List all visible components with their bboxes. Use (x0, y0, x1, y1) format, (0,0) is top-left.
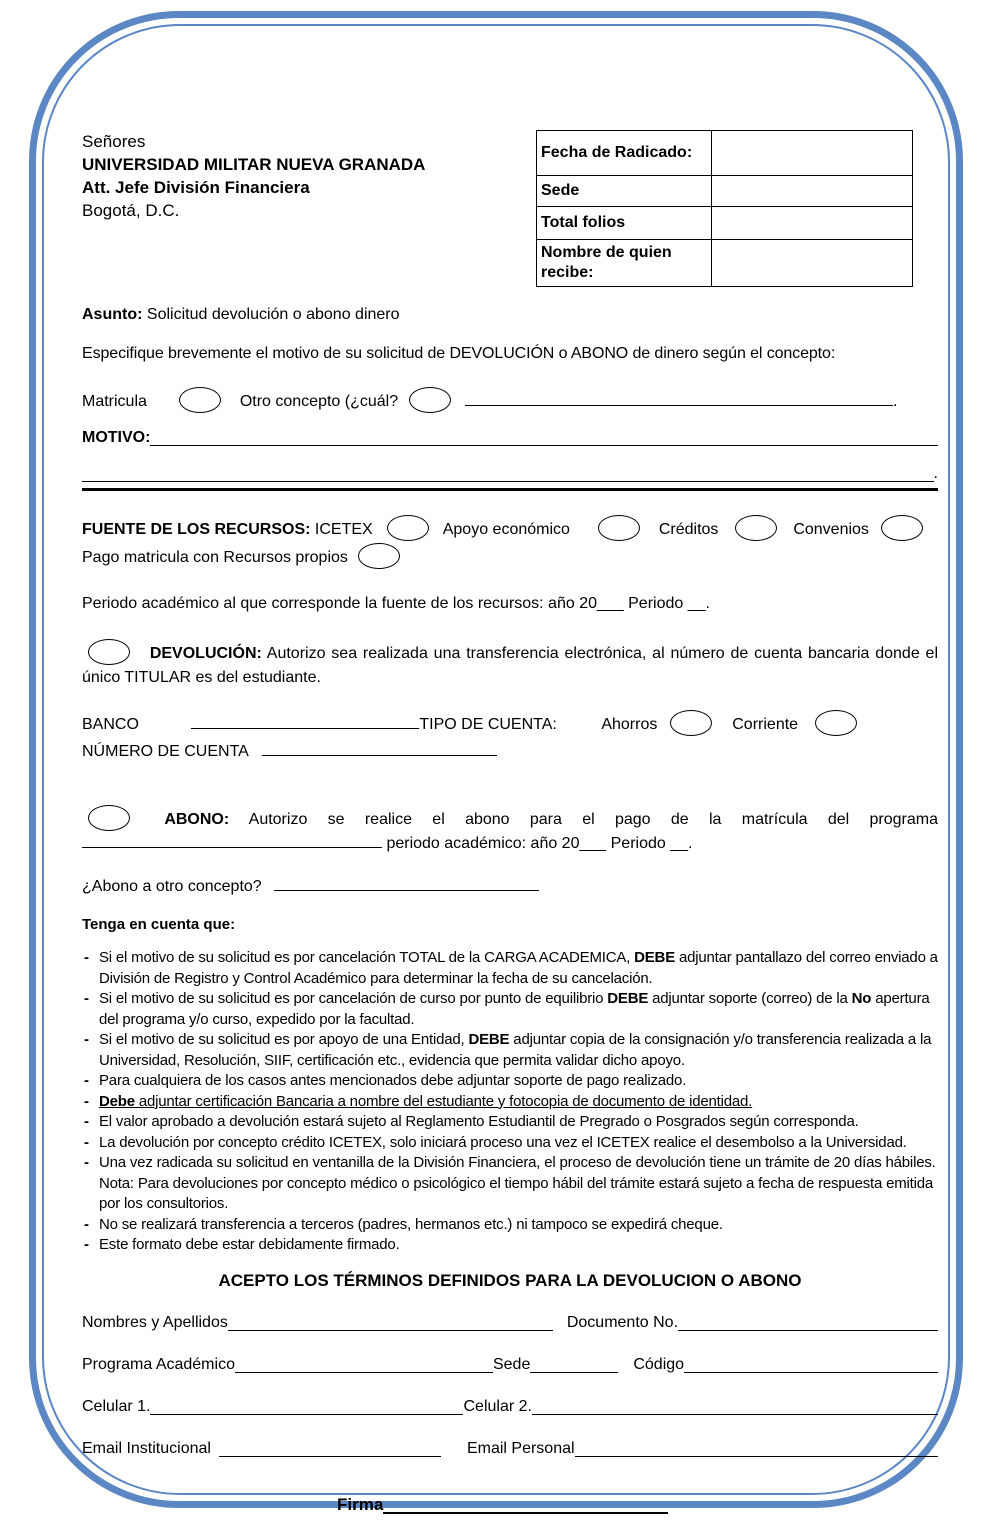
subject-label: Asunto: (82, 306, 143, 323)
note-item: - Si el motivo de su solicitud es por cancelación de curso por punto de equilibrio DEBE adjuntar soporte (correo) de la No apertura del programa y/o curso, expedido por la facultad. (84, 990, 930, 1028)
note-item: - Si el motivo de su solicitud es por apoyo de una Entidad, DEBE adjuntar copia de la consignación y/o transferencia realizada a la Universidad, Resolución, SIIF, certificación etc., evidencia que permita validar dicho apoyo. (84, 1031, 932, 1069)
salutation: Señores (82, 132, 146, 151)
numero-cuenta-label: NÚMERO DE CUENTA (82, 743, 248, 760)
table-row (537, 240, 913, 287)
fuente-label: FUENTE DE LOS RECURSOS: (82, 521, 311, 538)
tipo-cuenta-label: TIPO DE CUENTA: (419, 716, 557, 733)
apoyo-economico-checkbox-oval[interactable] (598, 515, 640, 541)
note-bullet-marker: - (84, 1113, 89, 1130)
banco-blank[interactable] (191, 725, 419, 729)
banco-row (82, 710, 938, 765)
sede-field-label: Sede (492, 1355, 531, 1373)
city-line: Bogotá, D.C. (82, 201, 180, 220)
names-label: Nombres y Apellidos (82, 1313, 228, 1331)
abono-otro-label: ¿Abono a otro concepto? (82, 878, 262, 895)
note-bullet-marker: - (84, 1031, 89, 1048)
note-item: - Si el motivo de su solicitud es por cancelación TOTAL de la CARGA ACADEMICA, DEBE adjuntar pantallazo del correo enviado a División de Registro y Control Académico para determinar la fecha de su cancelación. (84, 949, 938, 987)
note-item: - Este formato debe estar debidamente firmado. (82, 1235, 938, 1256)
corriente-option-label: Corriente (732, 716, 799, 733)
note-item: - Para cualquiera de los casos antes mencionados debe adjuntar soporte de pago realizado. (82, 1071, 938, 1092)
numero-cuenta-blank[interactable] (262, 752, 497, 756)
program-blank[interactable] (235, 1356, 493, 1373)
motivo-blank-row (82, 463, 938, 485)
names-document-row (82, 1312, 938, 1334)
icetex-checkbox-oval[interactable] (387, 515, 429, 541)
email-institucional-label: Email Institucional (82, 1439, 211, 1457)
abono-otro-row (82, 876, 938, 898)
celular2-blank[interactable] (532, 1398, 938, 1415)
ahorros-option-label: Ahorros (601, 716, 658, 733)
abono-paragraph (82, 805, 938, 856)
document-blank[interactable] (678, 1314, 938, 1331)
note-bullet-marker: - (84, 1215, 89, 1233)
attention-line: Att. Jefe División Financiera (82, 178, 310, 197)
section-divider (82, 488, 938, 491)
document-label: Documento No. (566, 1313, 679, 1331)
form-content (82, 84, 938, 1516)
fecha-radicado-value-cell[interactable] (711, 131, 912, 176)
note-bullet-marker: - (84, 949, 89, 966)
note-item: - No se realizará transferencia a terceros (padres, hermanos etc.) ni tampoco se expedirá cheque. (82, 1215, 938, 1236)
intro-text: Especifique brevemente el motivo de su solicitud de DEVOLUCIÓN o ABONO de dinero según el concepto: (82, 345, 836, 362)
codigo-blank[interactable] (684, 1356, 938, 1373)
sede-blank[interactable] (530, 1356, 618, 1373)
note-bullet-marker: - (84, 1092, 89, 1110)
fecha-radicado-label: Fecha de Radicado: (537, 131, 712, 176)
radicado-table (536, 130, 913, 287)
program-label: Programa Académico (82, 1355, 235, 1373)
firma-row (337, 1494, 757, 1516)
recursos-propios-checkbox-oval[interactable] (358, 543, 400, 569)
nombre-recibe-value-cell[interactable] (711, 240, 912, 287)
notes-title: Tenga en cuenta que: (82, 916, 236, 933)
apoyo-option-label: Apoyo económico (442, 521, 570, 538)
creditos-checkbox-oval[interactable] (735, 515, 777, 541)
banco-label: BANCO (82, 716, 139, 733)
subject-line (82, 304, 938, 326)
recursos-propios-option-label: Pago matricula con Recursos propios (82, 549, 348, 566)
convenios-option-label: Convenios (793, 521, 869, 538)
accept-terms-title: ACEPTO LOS TÉRMINOS DEFINIDOS PARA LA DEVOLUCION O ABONO (218, 1270, 802, 1290)
fuente-section (82, 515, 938, 571)
icetex-option-label: ICETEX (314, 521, 373, 538)
firma-label: Firma (337, 1494, 384, 1514)
email-institucional-blank[interactable] (219, 1440, 441, 1457)
devolucion-checkbox-oval[interactable] (88, 639, 130, 665)
note-bullet-marker: - (84, 1154, 89, 1171)
total-folios-value-cell[interactable] (711, 207, 912, 240)
creditos-option-label: Créditos (658, 521, 719, 538)
devolucion-paragraph (82, 639, 938, 690)
note-item: - El valor aprobado a devolución estará sujeto al Reglamento Estudiantil de Pregrado o Posgrados según corresponda. (82, 1112, 938, 1133)
otro-concepto-option-label: Otro concepto (¿cuál? (239, 393, 399, 410)
program-row (82, 1354, 938, 1376)
email-personal-blank[interactable] (575, 1440, 938, 1457)
celular2-label: Celular 2. (463, 1397, 532, 1415)
corriente-checkbox-oval[interactable] (815, 710, 857, 736)
abono-line2: periodo académico: año 20___ Periodo __. (386, 835, 693, 852)
motivo-period: . (933, 465, 938, 482)
abono-label: ABONO: (164, 811, 230, 828)
subject-text: Solicitud devolución o abono dinero (146, 306, 400, 323)
concept-period: . (893, 393, 898, 410)
table-row (537, 207, 913, 240)
devolucion-label: DEVOLUCIÓN: (149, 645, 262, 662)
sede-value-cell[interactable] (711, 176, 912, 207)
motivo-blank-line1[interactable] (150, 429, 938, 446)
note-item: - Una vez radicada su solicitud en ventanilla de la División Financiera, el proceso de devolución tiene un trámite de 20 días hábiles. Nota: Para devoluciones por concepto médico o psicológico el tiempo hábil del trámite estará sujeto a fecha de respuesta emitida por los consultorios. (84, 1154, 936, 1212)
celular1-label: Celular 1. (82, 1397, 151, 1415)
total-folios-label: Total folios (537, 207, 712, 240)
sede-label: Sede (537, 176, 712, 207)
names-blank[interactable] (228, 1314, 553, 1331)
matricula-checkbox-oval[interactable] (179, 387, 221, 413)
note-bullet-marker: - (84, 1236, 89, 1253)
periodo-line: Periodo académico al que corresponde la fuente de los recursos: año 20___ Periodo __. (82, 595, 710, 612)
motivo-row (82, 427, 938, 449)
ahorros-checkbox-oval[interactable] (670, 710, 712, 736)
celular1-blank[interactable] (150, 1398, 463, 1415)
motivo-blank-line2[interactable] (82, 465, 934, 482)
nombre-recibe-label: Nombre de quien recibe: (537, 240, 712, 287)
email-row (82, 1438, 938, 1460)
note-bullet-marker: - (84, 990, 89, 1007)
university-name: UNIVERSIDAD MILITAR NUEVA GRANADA (82, 155, 426, 174)
notes-list (82, 948, 938, 1256)
abono-programa-blank[interactable] (82, 844, 382, 848)
header (82, 130, 938, 290)
concept-row (82, 387, 938, 413)
abono-checkbox-oval[interactable] (88, 805, 130, 831)
note-item: - La devolución por concepto crédito ICETEX, solo iniciará proceso una vez el ICETEX realice el desembolso a la Universidad. (82, 1133, 938, 1154)
devolucion-text: Autorizo sea realizada una transferencia electrónica, al número de cuenta bancaria donde el único TITULAR es del estudiante. (82, 645, 938, 686)
abono-text: Autorizo se realice el abono para el pago de la matrícula del programa (248, 811, 938, 828)
note-bullet-marker: - (84, 1072, 89, 1089)
abono-otro-blank[interactable] (274, 887, 539, 891)
table-row (537, 131, 913, 176)
matricula-option-label: Matricula (82, 393, 147, 410)
celular-row (82, 1396, 938, 1418)
codigo-label: Código (633, 1355, 685, 1373)
table-row (537, 176, 913, 207)
note-item: - Debe adjuntar certificación Bancaria a nombre del estudiante y fotocopia de documento de identidad. (82, 1092, 938, 1113)
otro-concepto-blank[interactable] (465, 402, 893, 406)
firma-blank[interactable] (383, 1496, 668, 1514)
note-bullet-marker: - (84, 1133, 89, 1151)
otro-concepto-checkbox-oval[interactable] (409, 387, 451, 413)
email-personal-label: Email Personal (466, 1439, 575, 1457)
motivo-label: MOTIVO: (82, 429, 151, 446)
convenios-checkbox-oval[interactable] (881, 515, 923, 541)
